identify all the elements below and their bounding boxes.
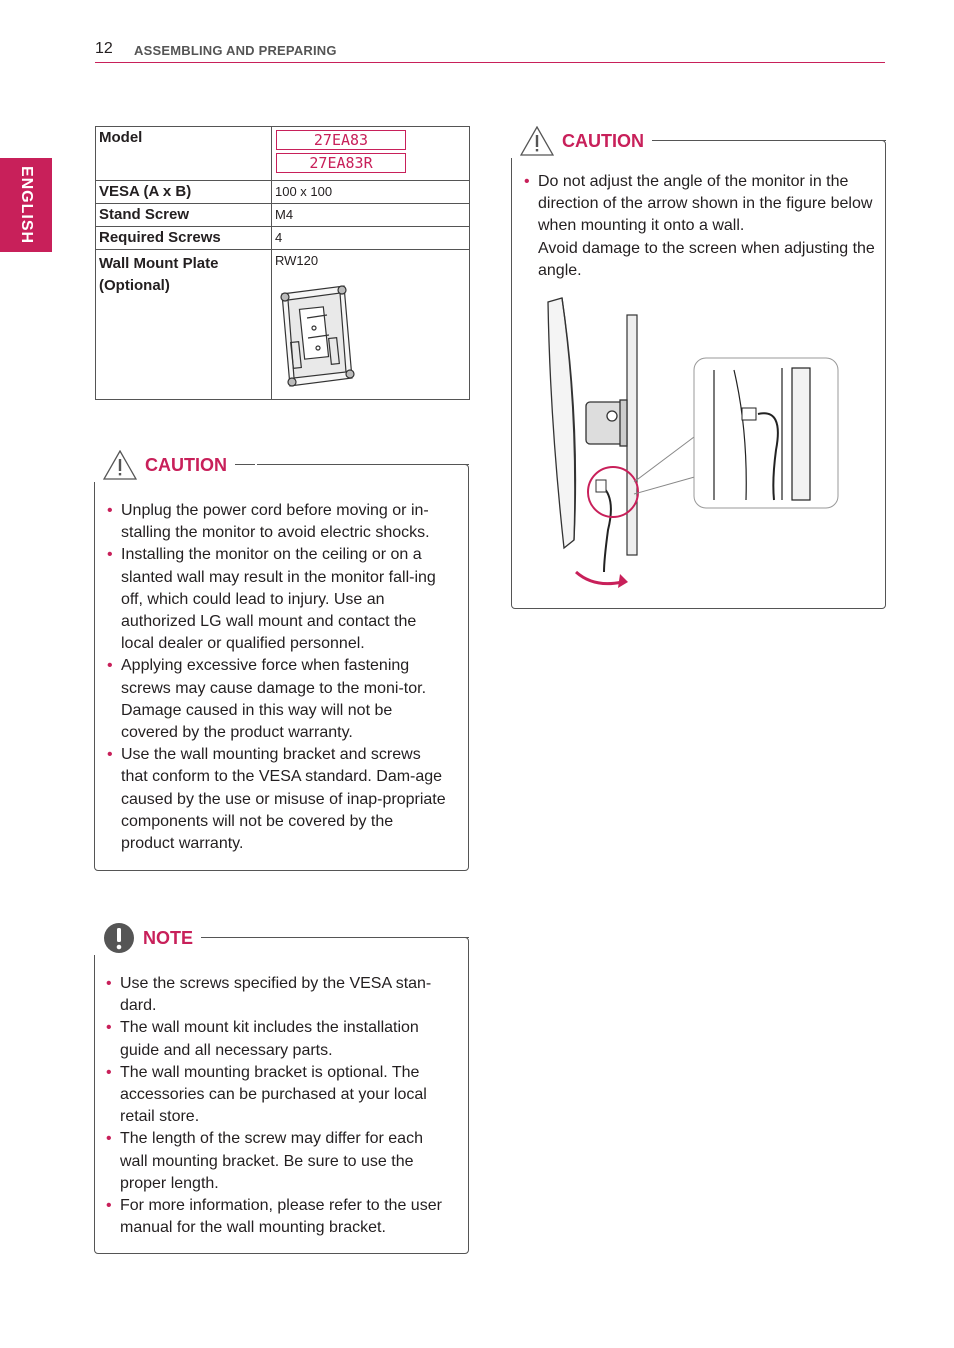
callout-line [634,434,698,482]
row-label: Stand Screw [96,204,272,227]
warning-triangle-icon [520,126,554,156]
table-row [96,204,470,227]
list-item: • The wall mount kit includes the installation guide and all necessary parts. [106,1017,451,1061]
row-value: 100 x 100 [272,181,470,204]
caution-list [524,171,876,282]
page-number: 12 [95,40,113,57]
model-code: 27EA83 [276,130,406,150]
plate-label-line: Wall Mount Plate [99,255,219,272]
row-value: M4 [272,204,470,227]
list-item: • The wall mounting bracket is optional. The accessories can be purchased at your local retail store. [106,1062,451,1129]
note-header-rule [219,937,469,938]
exclamation-circle-icon [103,922,135,954]
language-tab-label: ENGLISH [18,165,35,245]
language-tab [0,158,52,252]
table-row [96,127,470,181]
note-title: NOTE [143,927,194,948]
arrow-head-icon [618,574,628,588]
list-item: • Use the wall mounting bracket and screws that conform to the VESA standard. Dam-age caused by the use or misuse of inap-propriate components will not be covered by the product warranty. [107,744,447,855]
wall [627,315,637,555]
caution-header [510,124,652,158]
note-header [93,921,201,955]
detail-inset [694,358,838,508]
note-list [106,973,451,1239]
note-box [94,927,469,1254]
caution-header-rule [257,464,469,465]
list-item: • Unplug the power cord before moving or in-stalling the monitor to avoid electric shocks. [107,500,447,544]
plate-model: RW120 [275,253,319,268]
wall-mount-diagram [536,290,846,595]
caution-title: CAUTION [562,130,644,151]
table-row [96,227,470,250]
row-value: 4 [272,227,470,250]
table-row [96,250,470,400]
warning-triangle-icon [103,450,137,480]
list-item: • Installing the monitor on the ceiling or on a slanted wall may result in the monitor fall-ing off, which could lead to injury. Use an authorized LG wall mount and contact the local dealer or qualified personnel. [107,544,447,655]
caution-header-rule [680,140,886,141]
section-title: ASSEMBLING AND PREPARING [134,43,337,58]
spec-table [95,126,470,400]
list-item [524,171,876,282]
caution-title: CAUTION [145,454,227,475]
list-item: • The length of the screw may differ for each wall mounting bracket. Be sure to use the proper length. [106,1128,451,1195]
model-values [272,127,470,181]
caution-list [107,500,447,855]
cable [596,480,611,572]
monitor-side-view [548,298,627,548]
model-label: Model [96,127,272,181]
wall-mount-plate-illustration [272,282,362,392]
model-code: 27EA83R [276,153,406,173]
table-row [96,181,470,204]
caution-header [93,448,235,482]
list-item: • Use the screws specified by the VESA stan-dard. [106,973,451,1017]
row-label: Required Screws [96,227,272,250]
header-divider [95,62,885,63]
row-label: VESA (A x B) [96,181,272,204]
list-item-text: • Do not adjust the angle of the monitor in the direction of the arrow shown in the figure below when mounting it onto a wall. [538,173,873,235]
rotate-arrow-icon [576,572,622,584]
list-item: • Applying excessive force when fastening screws may cause damage to the moni-tor. Damage caused in this way will not be covered by the product warranty. [107,655,447,744]
plate-cell [272,250,470,400]
plate-label-line: (Optional) [99,277,170,294]
list-item-text: Avoid damage to the screen when adjusting the angle. [538,239,875,279]
callout-line [634,476,698,494]
plate-label [96,250,272,400]
list-item: • For more information, please refer to the user manual for the wall mounting bracket. [106,1195,451,1239]
caution-box [94,454,469,871]
